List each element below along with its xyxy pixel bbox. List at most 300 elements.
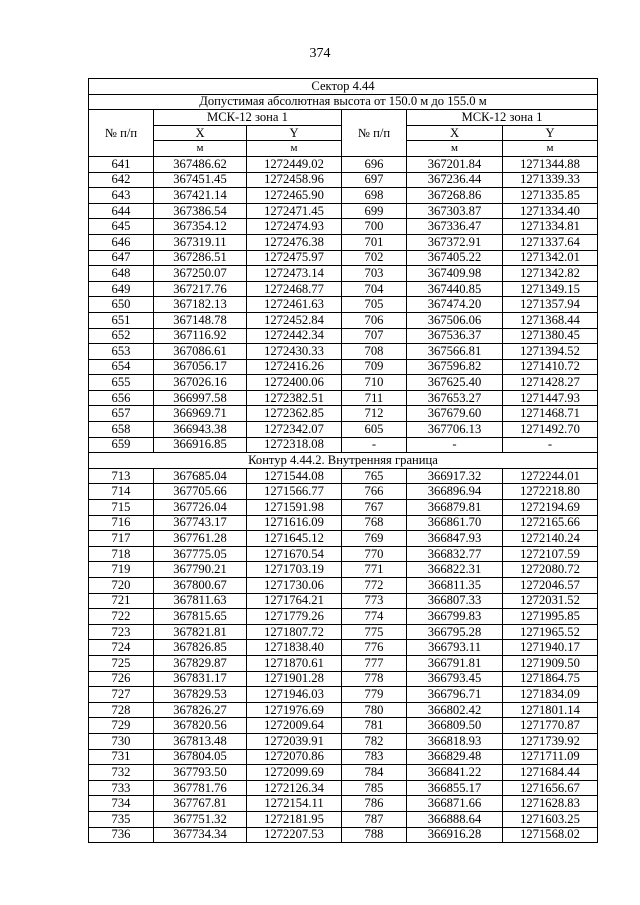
right-zone-label: МСК-12 зона 1 bbox=[407, 110, 598, 126]
left-x-value: 367775.05 bbox=[154, 546, 247, 562]
left-x-value: 367148.78 bbox=[154, 312, 247, 328]
left-point-number: 641 bbox=[89, 156, 154, 172]
right-point-number: 702 bbox=[342, 250, 407, 266]
right-x-value: 366841.22 bbox=[407, 765, 503, 781]
left-zone-label: МСК-12 зона 1 bbox=[154, 110, 342, 126]
right-x-value: 367303.87 bbox=[407, 203, 503, 219]
right-y-value: 1271334.81 bbox=[503, 219, 598, 235]
left-y-value: 1271779.26 bbox=[247, 609, 342, 625]
table-row bbox=[89, 484, 598, 500]
right-point-number: 700 bbox=[342, 219, 407, 235]
right-y-header: Y bbox=[503, 125, 598, 141]
table-row bbox=[89, 780, 598, 796]
left-point-number: 735 bbox=[89, 811, 154, 827]
right-x-value: 366822.31 bbox=[407, 562, 503, 578]
left-x-value: 367354.12 bbox=[154, 219, 247, 235]
left-y-value: 1272461.63 bbox=[247, 297, 342, 313]
right-x-value: 366793.11 bbox=[407, 640, 503, 656]
height-caption: Допустимая абсолютная высота от 150.0 м до 155.0 м bbox=[89, 94, 598, 110]
table-row bbox=[89, 172, 598, 188]
table-row bbox=[89, 297, 598, 313]
left-y-value: 1271730.06 bbox=[247, 578, 342, 594]
right-y-value: 1271344.88 bbox=[503, 156, 598, 172]
left-point-number: 720 bbox=[89, 578, 154, 594]
right-y-value: 1271349.15 bbox=[503, 281, 598, 297]
table-row bbox=[89, 312, 598, 328]
left-y-value: 1272458.96 bbox=[247, 172, 342, 188]
right-point-number: 786 bbox=[342, 796, 407, 812]
right-x-value: 366818.93 bbox=[407, 733, 503, 749]
right-point-number: - bbox=[342, 437, 407, 453]
table-row bbox=[89, 733, 598, 749]
left-y-value: 1272474.93 bbox=[247, 219, 342, 235]
table-row bbox=[89, 500, 598, 516]
table-row bbox=[89, 406, 598, 422]
right-point-number: 776 bbox=[342, 640, 407, 656]
left-x-value: 366916.85 bbox=[154, 437, 247, 453]
table-row bbox=[89, 250, 598, 266]
table-row bbox=[89, 359, 598, 375]
left-y-value: 1271976.69 bbox=[247, 702, 342, 718]
right-point-number: 697 bbox=[342, 172, 407, 188]
right-y-value: 1272080.72 bbox=[503, 562, 598, 578]
right-x-value: 367566.81 bbox=[407, 344, 503, 360]
right-point-number: 698 bbox=[342, 188, 407, 204]
left-x-value: 367743.17 bbox=[154, 515, 247, 531]
left-y-value: 1272449.02 bbox=[247, 156, 342, 172]
right-y-value: 1271335.85 bbox=[503, 188, 598, 204]
left-x-value: 366997.58 bbox=[154, 390, 247, 406]
right-x-value: 367596.82 bbox=[407, 359, 503, 375]
left-point-number: 716 bbox=[89, 515, 154, 531]
right-x-value: 367536.37 bbox=[407, 328, 503, 344]
sector-title: Сектор 4.44 bbox=[89, 79, 598, 95]
table-row bbox=[89, 203, 598, 219]
sector-title-row bbox=[89, 79, 598, 95]
left-y-value: 1271670.54 bbox=[247, 546, 342, 562]
left-y-value: 1272475.97 bbox=[247, 250, 342, 266]
right-x-value: 366809.50 bbox=[407, 718, 503, 734]
table-row bbox=[89, 578, 598, 594]
left-point-number: 728 bbox=[89, 702, 154, 718]
right-y-value: - bbox=[503, 437, 598, 453]
right-y-value: 1272107.59 bbox=[503, 546, 598, 562]
right-point-number: 785 bbox=[342, 780, 407, 796]
left-point-number: 724 bbox=[89, 640, 154, 656]
right-x-value: 366832.77 bbox=[407, 546, 503, 562]
right-x-value: 367372.91 bbox=[407, 234, 503, 250]
right-y-value: 1271770.87 bbox=[503, 718, 598, 734]
right-y-value: 1271864.75 bbox=[503, 671, 598, 687]
left-point-number: 657 bbox=[89, 406, 154, 422]
left-y-value: 1272318.08 bbox=[247, 437, 342, 453]
right-y-value: 1272165.66 bbox=[503, 515, 598, 531]
right-point-number: 782 bbox=[342, 733, 407, 749]
left-y-value: 1271901.28 bbox=[247, 671, 342, 687]
right-point-number: 778 bbox=[342, 671, 407, 687]
contour-title: Контур 4.44.2. Внутренняя граница bbox=[89, 453, 598, 469]
left-y-value: 1272473.14 bbox=[247, 266, 342, 282]
right-x-value: 367625.40 bbox=[407, 375, 503, 391]
left-y-value: 1272009.64 bbox=[247, 718, 342, 734]
right-x-value: 366802.42 bbox=[407, 702, 503, 718]
right-x-value: 366855.17 bbox=[407, 780, 503, 796]
left-y-value: 1271703.19 bbox=[247, 562, 342, 578]
left-y-value: 1272430.33 bbox=[247, 344, 342, 360]
right-x-value: 367506.06 bbox=[407, 312, 503, 328]
table-row bbox=[89, 609, 598, 625]
left-point-number: 653 bbox=[89, 344, 154, 360]
left-y-value: 1271838.40 bbox=[247, 640, 342, 656]
left-y-value: 1271946.03 bbox=[247, 687, 342, 703]
left-x-value: 367116.92 bbox=[154, 328, 247, 344]
right-x-value: 367336.47 bbox=[407, 219, 503, 235]
left-x-value: 367685.04 bbox=[154, 468, 247, 484]
right-point-number: 772 bbox=[342, 578, 407, 594]
right-x-value: 366871.66 bbox=[407, 796, 503, 812]
right-y-value: 1271357.94 bbox=[503, 297, 598, 313]
right-x-value: 366879.81 bbox=[407, 500, 503, 516]
left-y-value: 1272468.77 bbox=[247, 281, 342, 297]
left-point-number: 646 bbox=[89, 234, 154, 250]
right-point-number: 711 bbox=[342, 390, 407, 406]
right-x-value: 367706.13 bbox=[407, 422, 503, 438]
table-row bbox=[89, 219, 598, 235]
right-x-value: 366796.71 bbox=[407, 687, 503, 703]
page-number: 374 bbox=[309, 46, 331, 61]
table-row bbox=[89, 640, 598, 656]
left-point-number: 726 bbox=[89, 671, 154, 687]
right-point-number: 701 bbox=[342, 234, 407, 250]
left-x-value: 367705.66 bbox=[154, 484, 247, 500]
left-point-number: 652 bbox=[89, 328, 154, 344]
left-y-value: 1272452.84 bbox=[247, 312, 342, 328]
left-point-number: 644 bbox=[89, 203, 154, 219]
left-point-number: 658 bbox=[89, 422, 154, 438]
right-point-number: 767 bbox=[342, 500, 407, 516]
table-row bbox=[89, 234, 598, 250]
right-point-number: 766 bbox=[342, 484, 407, 500]
left-y-value: 1271591.98 bbox=[247, 500, 342, 516]
right-point-number: 777 bbox=[342, 655, 407, 671]
left-y-value: 1271616.09 bbox=[247, 515, 342, 531]
left-y-value: 1272362.85 bbox=[247, 406, 342, 422]
left-y-value: 1272181.95 bbox=[247, 811, 342, 827]
left-x-value: 367781.76 bbox=[154, 780, 247, 796]
left-point-number: 651 bbox=[89, 312, 154, 328]
left-x-value: 367820.56 bbox=[154, 718, 247, 734]
left-y-value: 1272126.34 bbox=[247, 780, 342, 796]
left-y-value: 1271807.72 bbox=[247, 624, 342, 640]
right-y-value: 1271940.17 bbox=[503, 640, 598, 656]
left-x-value: 367217.76 bbox=[154, 281, 247, 297]
left-x-value: 367767.81 bbox=[154, 796, 247, 812]
left-point-number: 713 bbox=[89, 468, 154, 484]
right-y-value: 1272031.52 bbox=[503, 593, 598, 609]
left-point-number: 732 bbox=[89, 765, 154, 781]
right-y-value: 1271342.82 bbox=[503, 266, 598, 282]
right-y-value: 1271339.33 bbox=[503, 172, 598, 188]
right-y-value: 1271603.25 bbox=[503, 811, 598, 827]
table-row bbox=[89, 328, 598, 344]
left-x-value: 367026.16 bbox=[154, 375, 247, 391]
right-x-header: X bbox=[407, 125, 503, 141]
table-row bbox=[89, 796, 598, 812]
left-point-number: 727 bbox=[89, 687, 154, 703]
right-x-value: 366888.64 bbox=[407, 811, 503, 827]
left-point-number: 654 bbox=[89, 359, 154, 375]
table-row bbox=[89, 156, 598, 172]
left-y-value: 1272416.26 bbox=[247, 359, 342, 375]
right-y-value: 1271337.64 bbox=[503, 234, 598, 250]
right-point-number: 605 bbox=[342, 422, 407, 438]
left-x-value: 367829.53 bbox=[154, 687, 247, 703]
table-row bbox=[89, 687, 598, 703]
table-row bbox=[89, 827, 598, 843]
left-y-value: 1271544.08 bbox=[247, 468, 342, 484]
table-row bbox=[89, 546, 598, 562]
table-row bbox=[89, 671, 598, 687]
right-point-number: 706 bbox=[342, 312, 407, 328]
table-row bbox=[89, 718, 598, 734]
right-point-number: 712 bbox=[342, 406, 407, 422]
right-y-value: 1272194.69 bbox=[503, 500, 598, 516]
table-row bbox=[89, 390, 598, 406]
right-point-number: 704 bbox=[342, 281, 407, 297]
right-x-value: 367653.27 bbox=[407, 390, 503, 406]
right-y-value: 1272218.80 bbox=[503, 484, 598, 500]
right-y-value: 1272244.01 bbox=[503, 468, 598, 484]
right-y-value: 1271380.45 bbox=[503, 328, 598, 344]
left-x-value: 367726.04 bbox=[154, 500, 247, 516]
left-x-value: 367821.81 bbox=[154, 624, 247, 640]
right-y-value: 1271394.52 bbox=[503, 344, 598, 360]
right-point-number: 708 bbox=[342, 344, 407, 360]
right-point-number: 709 bbox=[342, 359, 407, 375]
left-point-number: 730 bbox=[89, 733, 154, 749]
table-row bbox=[89, 655, 598, 671]
right-x-value: 367474.20 bbox=[407, 297, 503, 313]
table-row bbox=[89, 562, 598, 578]
left-point-number: 647 bbox=[89, 250, 154, 266]
left-point-number: 734 bbox=[89, 796, 154, 812]
left-point-number: 733 bbox=[89, 780, 154, 796]
right-y-value: 1271410.72 bbox=[503, 359, 598, 375]
left-point-number: 723 bbox=[89, 624, 154, 640]
right-x-unit: м bbox=[407, 141, 503, 157]
left-x-value: 367761.28 bbox=[154, 531, 247, 547]
right-y-unit: м bbox=[503, 141, 598, 157]
left-point-number: 725 bbox=[89, 655, 154, 671]
height-caption-row bbox=[89, 94, 598, 110]
right-x-value: 366791.81 bbox=[407, 655, 503, 671]
right-point-number: 770 bbox=[342, 546, 407, 562]
right-x-value: 366799.83 bbox=[407, 609, 503, 625]
left-y-value: 1271566.77 bbox=[247, 484, 342, 500]
right-y-value: 1271468.71 bbox=[503, 406, 598, 422]
right-point-number: 765 bbox=[342, 468, 407, 484]
left-y-value: 1272207.53 bbox=[247, 827, 342, 843]
left-y-value: 1272099.69 bbox=[247, 765, 342, 781]
right-x-value: 366847.93 bbox=[407, 531, 503, 547]
left-x-value: 367811.63 bbox=[154, 593, 247, 609]
left-x-value: 366943.38 bbox=[154, 422, 247, 438]
left-x-value: 367250.07 bbox=[154, 266, 247, 282]
right-x-value: 366896.94 bbox=[407, 484, 503, 500]
left-x-value: 367831.17 bbox=[154, 671, 247, 687]
right-x-value: 366807.33 bbox=[407, 593, 503, 609]
right-point-number: 781 bbox=[342, 718, 407, 734]
table-row bbox=[89, 344, 598, 360]
left-x-unit: м bbox=[154, 141, 247, 157]
right-y-value: 1271447.93 bbox=[503, 390, 598, 406]
right-point-number: 710 bbox=[342, 375, 407, 391]
table-row bbox=[89, 437, 598, 453]
right-x-value: 366916.28 bbox=[407, 827, 503, 843]
right-x-value: 367409.98 bbox=[407, 266, 503, 282]
right-y-value: 1271995.85 bbox=[503, 609, 598, 625]
left-point-number: 714 bbox=[89, 484, 154, 500]
table-row bbox=[89, 375, 598, 391]
right-num-header: № п/п bbox=[342, 110, 407, 157]
left-x-value: 367800.67 bbox=[154, 578, 247, 594]
left-y-value: 1271764.21 bbox=[247, 593, 342, 609]
left-point-number: 721 bbox=[89, 593, 154, 609]
left-point-number: 655 bbox=[89, 375, 154, 391]
left-point-number: 643 bbox=[89, 188, 154, 204]
left-y-value: 1272465.90 bbox=[247, 188, 342, 204]
left-x-value: 367793.50 bbox=[154, 765, 247, 781]
left-x-value: 367451.45 bbox=[154, 172, 247, 188]
header-row-zone bbox=[89, 110, 598, 126]
left-y-unit: м bbox=[247, 141, 342, 157]
left-x-value: 367086.61 bbox=[154, 344, 247, 360]
left-y-value: 1271645.12 bbox=[247, 531, 342, 547]
left-x-value: 367826.85 bbox=[154, 640, 247, 656]
right-y-value: 1271334.40 bbox=[503, 203, 598, 219]
left-point-number: 736 bbox=[89, 827, 154, 843]
right-y-value: 1271739.92 bbox=[503, 733, 598, 749]
left-x-value: 367286.51 bbox=[154, 250, 247, 266]
right-point-number: 705 bbox=[342, 297, 407, 313]
right-y-value: 1271711.09 bbox=[503, 749, 598, 765]
left-x-value: 366969.71 bbox=[154, 406, 247, 422]
right-y-value: 1271568.02 bbox=[503, 827, 598, 843]
table-row bbox=[89, 188, 598, 204]
right-y-value: 1271656.67 bbox=[503, 780, 598, 796]
left-x-value: 367804.05 bbox=[154, 749, 247, 765]
left-y-value: 1272070.86 bbox=[247, 749, 342, 765]
right-y-value: 1271492.70 bbox=[503, 422, 598, 438]
table-row bbox=[89, 266, 598, 282]
right-y-value: 1271342.01 bbox=[503, 250, 598, 266]
left-x-value: 367734.34 bbox=[154, 827, 247, 843]
left-y-value: 1272154.11 bbox=[247, 796, 342, 812]
left-point-number: 718 bbox=[89, 546, 154, 562]
right-point-number: 780 bbox=[342, 702, 407, 718]
table-row bbox=[89, 749, 598, 765]
table-row bbox=[89, 281, 598, 297]
right-x-value: 367440.85 bbox=[407, 281, 503, 297]
right-x-value: 366811.35 bbox=[407, 578, 503, 594]
right-point-number: 769 bbox=[342, 531, 407, 547]
left-y-header: Y bbox=[247, 125, 342, 141]
left-y-value: 1272471.45 bbox=[247, 203, 342, 219]
left-point-number: 731 bbox=[89, 749, 154, 765]
left-y-value: 1272382.51 bbox=[247, 390, 342, 406]
right-y-value: 1271909.50 bbox=[503, 655, 598, 671]
right-x-value: 367201.84 bbox=[407, 156, 503, 172]
right-point-number: 784 bbox=[342, 765, 407, 781]
right-point-number: 699 bbox=[342, 203, 407, 219]
left-point-number: 717 bbox=[89, 531, 154, 547]
left-y-value: 1272442.34 bbox=[247, 328, 342, 344]
table-row bbox=[89, 624, 598, 640]
right-x-value: 366861.70 bbox=[407, 515, 503, 531]
left-point-number: 722 bbox=[89, 609, 154, 625]
left-x-value: 367182.13 bbox=[154, 297, 247, 313]
left-point-number: 650 bbox=[89, 297, 154, 313]
left-x-header: X bbox=[154, 125, 247, 141]
right-y-value: 1271965.52 bbox=[503, 624, 598, 640]
left-x-value: 367829.87 bbox=[154, 655, 247, 671]
right-point-number: 783 bbox=[342, 749, 407, 765]
table-row bbox=[89, 515, 598, 531]
right-y-value: 1271834.09 bbox=[503, 687, 598, 703]
right-y-value: 1272046.57 bbox=[503, 578, 598, 594]
right-point-number: 774 bbox=[342, 609, 407, 625]
right-y-value: 1271801.14 bbox=[503, 702, 598, 718]
contour-title-row bbox=[89, 453, 598, 469]
right-point-number: 768 bbox=[342, 515, 407, 531]
left-y-value: 1272400.06 bbox=[247, 375, 342, 391]
left-x-value: 367386.54 bbox=[154, 203, 247, 219]
left-y-value: 1271870.61 bbox=[247, 655, 342, 671]
left-point-number: 729 bbox=[89, 718, 154, 734]
left-point-number: 645 bbox=[89, 219, 154, 235]
right-x-value: - bbox=[407, 437, 503, 453]
left-point-number: 642 bbox=[89, 172, 154, 188]
left-x-value: 367056.17 bbox=[154, 359, 247, 375]
left-y-value: 1272342.07 bbox=[247, 422, 342, 438]
left-x-value: 367813.48 bbox=[154, 733, 247, 749]
left-num-header: № п/п bbox=[89, 110, 154, 157]
left-y-value: 1272476.38 bbox=[247, 234, 342, 250]
right-y-value: 1272140.24 bbox=[503, 531, 598, 547]
table-row bbox=[89, 702, 598, 718]
right-y-value: 1271684.44 bbox=[503, 765, 598, 781]
left-x-value: 367790.21 bbox=[154, 562, 247, 578]
right-point-number: 771 bbox=[342, 562, 407, 578]
right-x-value: 366793.45 bbox=[407, 671, 503, 687]
table-row bbox=[89, 593, 598, 609]
right-point-number: 788 bbox=[342, 827, 407, 843]
right-x-value: 367268.86 bbox=[407, 188, 503, 204]
left-x-value: 367751.32 bbox=[154, 811, 247, 827]
right-x-value: 366917.32 bbox=[407, 468, 503, 484]
right-point-number: 773 bbox=[342, 593, 407, 609]
left-x-value: 367421.14 bbox=[154, 188, 247, 204]
left-point-number: 715 bbox=[89, 500, 154, 516]
left-point-number: 656 bbox=[89, 390, 154, 406]
right-point-number: 787 bbox=[342, 811, 407, 827]
table-row bbox=[89, 422, 598, 438]
left-y-value: 1272039.91 bbox=[247, 733, 342, 749]
left-point-number: 649 bbox=[89, 281, 154, 297]
left-point-number: 719 bbox=[89, 562, 154, 578]
right-point-number: 707 bbox=[342, 328, 407, 344]
left-point-number: 659 bbox=[89, 437, 154, 453]
